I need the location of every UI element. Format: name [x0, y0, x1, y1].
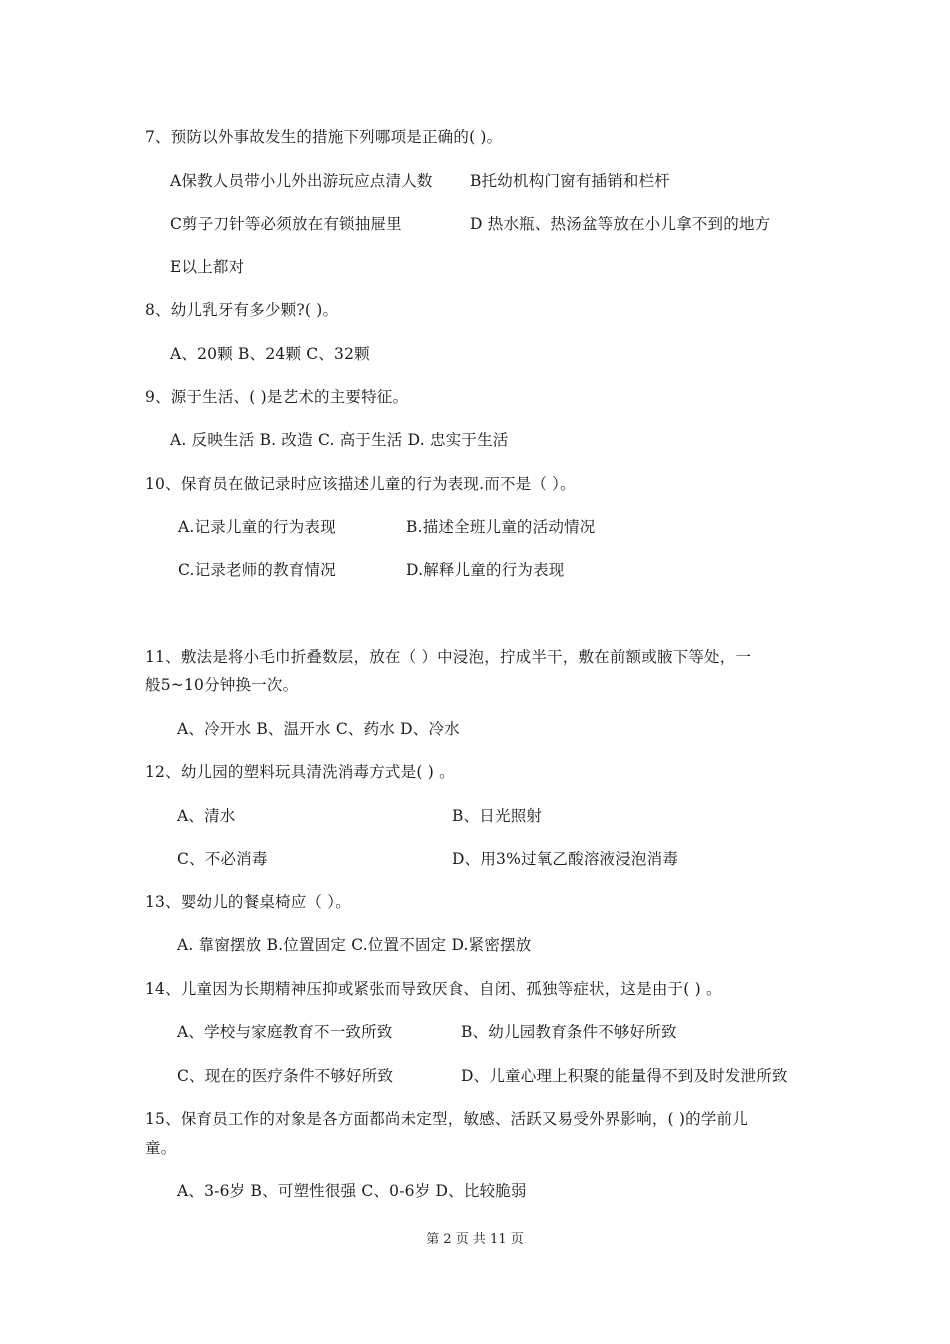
question-11-options: A、冷开水 B、温开水 C、药水 D、冷水	[177, 720, 460, 738]
question-14-option-a: A、学校与家庭教育不一致所致	[177, 1023, 393, 1041]
question-7-option-d: D 热水瓶、热汤盆等放在小儿拿不到的地方	[470, 215, 771, 233]
question-14-option-b: B、幼儿园教育条件不够好所致	[461, 1023, 677, 1041]
question-9-stem: 9、源于生活、( )是艺术的主要特征。	[145, 388, 409, 406]
question-7-option-a: A保教人员带小儿外出游玩应点清人数	[170, 172, 433, 190]
question-15-stem-line1: 15、保育员工作的对象是各方面都尚未定型，敏感、活跃又易受外界影响，( )的学前儿	[145, 1110, 748, 1128]
question-13-stem: 13、婴幼儿的餐桌椅应（ ）。	[145, 893, 351, 911]
question-15-stem-line2: 童。	[145, 1139, 177, 1157]
question-12-option-c: C、不必消毒	[177, 850, 268, 868]
question-7-option-b: B托幼机构门窗有插销和栏杆	[470, 172, 670, 190]
question-8-options: A、20颗 B、24颗 C、32颗	[170, 345, 370, 363]
question-14-stem: 14、儿童因为长期精神压抑或紧张而导致厌食、自闭、孤独等症状，这是由于( ) 。	[145, 980, 722, 998]
question-14-option-d: D、儿童心理上积聚的能量得不到及时发泄所致	[461, 1067, 788, 1085]
question-10-option-a: A.记录儿童的行为表现	[178, 518, 336, 536]
question-15-options: A、3-6岁 B、可塑性很强 C、0-6岁 D、比较脆弱	[177, 1182, 527, 1200]
question-7-option-e: E以上都对	[170, 258, 245, 276]
question-12-option-d: D、用3%过氧乙酸溶液浸泡消毒	[452, 850, 679, 868]
question-8-stem: 8、幼儿乳牙有多少颗?( )。	[145, 301, 339, 319]
page-number-footer: 第 2 页 共 11 页	[426, 1232, 524, 1247]
question-12-option-a: A、清水	[177, 807, 236, 825]
question-14-option-c: C、现在的医疗条件不够好所致	[177, 1067, 394, 1085]
question-12-stem: 12、幼儿园的塑料玩具清洗消毒方式是( ) 。	[145, 763, 455, 781]
question-7-stem: 7、预防以外事故发生的措施下列哪项是正确的( )。	[145, 128, 503, 146]
question-11-stem-line2: 般5~10分钟换一次。	[145, 676, 299, 694]
question-9-options: A. 反映生活 B. 改造 C. 高于生活 D. 忠实于生活	[170, 431, 509, 449]
question-10-option-c: C.记录老师的教育情况	[178, 561, 336, 579]
question-7-option-c: C剪子刀针等必须放在有锁抽屉里	[170, 215, 402, 233]
question-10-stem: 10、保育员在做记录时应该描述儿童的行为表现.而不是（ ）。	[145, 475, 576, 493]
question-13-options: A. 靠窗摆放 B.位置固定 C.位置不固定 D.紧密摆放	[177, 936, 532, 954]
question-10-option-b: B.描述全班儿童的活动情况	[406, 518, 596, 536]
question-11-stem-line1: 11、敷法是将小毛巾折叠数层，放在（ ）中浸泡，拧成半干，敷在前额或腋下等处，一	[145, 648, 752, 666]
question-10-option-d: D.解释儿童的行为表现	[406, 561, 565, 579]
question-12-option-b: B、日光照射	[452, 807, 543, 825]
